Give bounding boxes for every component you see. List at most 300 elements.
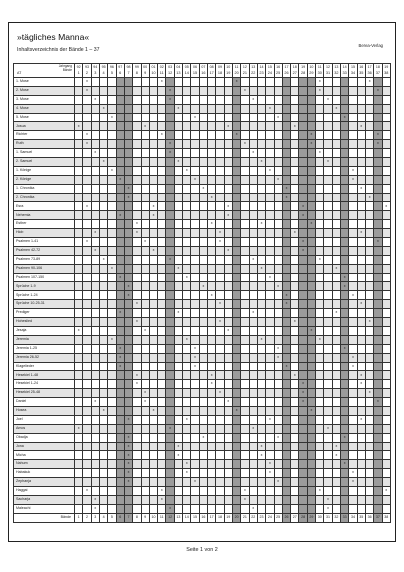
volume-cell bbox=[341, 86, 349, 95]
volume-mark: x bbox=[343, 283, 346, 288]
volume-cell bbox=[199, 371, 207, 380]
year-label: 99 bbox=[134, 65, 139, 70]
volume-cell bbox=[183, 424, 191, 433]
volume-mark: x bbox=[377, 132, 379, 137]
footer-volume-number: 10 bbox=[149, 513, 157, 522]
book-name: 1. Mose bbox=[14, 78, 75, 87]
volume-cell bbox=[316, 131, 324, 140]
volume-cell bbox=[299, 318, 307, 327]
volume-cell bbox=[357, 433, 365, 442]
volume-mark: x bbox=[252, 505, 255, 510]
volume-cell bbox=[224, 318, 232, 327]
volume-cell bbox=[274, 406, 282, 415]
volume-cell bbox=[249, 184, 257, 193]
book-name: Josua bbox=[14, 122, 75, 131]
volume-cell bbox=[133, 486, 141, 495]
volume-cell bbox=[266, 158, 274, 167]
volume-cell bbox=[374, 442, 382, 451]
volume-cell bbox=[149, 149, 157, 158]
footer-volume-number: 8 bbox=[133, 513, 141, 522]
volume-header bbox=[349, 64, 357, 78]
volume-cell bbox=[75, 398, 83, 407]
volume-cell bbox=[83, 460, 91, 469]
volume-cell bbox=[299, 486, 307, 495]
volume-mark: x bbox=[119, 363, 122, 368]
volume-cell bbox=[199, 451, 207, 460]
volume-cell bbox=[124, 166, 132, 175]
volume-cell bbox=[232, 371, 240, 380]
volume-cell bbox=[108, 246, 116, 255]
volume-cell bbox=[174, 282, 182, 291]
volume-cell bbox=[116, 113, 124, 122]
volume-cell bbox=[341, 300, 349, 309]
volume-mark: x bbox=[152, 248, 155, 253]
volume-cell bbox=[349, 424, 357, 433]
volume-cell bbox=[216, 318, 224, 327]
volume-cell bbox=[307, 282, 315, 291]
volume-cell bbox=[349, 486, 357, 495]
volume-cell bbox=[349, 158, 357, 167]
volume-cell bbox=[183, 122, 191, 131]
volume-cell bbox=[232, 255, 240, 264]
volume-cell bbox=[382, 220, 390, 229]
volume-cell bbox=[282, 113, 290, 122]
volume-cell bbox=[149, 166, 157, 175]
volume-number: 26 bbox=[284, 70, 289, 75]
volume-number: 11 bbox=[159, 70, 164, 75]
volume-cell bbox=[257, 415, 265, 424]
volume-cell bbox=[382, 175, 390, 184]
volume-mark: x bbox=[210, 194, 213, 199]
volume-cell bbox=[216, 122, 224, 131]
volume-cell bbox=[291, 95, 299, 104]
volume-cell bbox=[91, 122, 99, 131]
volume-cell bbox=[116, 469, 124, 478]
volume-cell bbox=[374, 335, 382, 344]
book-row bbox=[14, 469, 391, 478]
volume-cell bbox=[316, 362, 324, 371]
volume-cell bbox=[299, 140, 307, 149]
volume-cell bbox=[108, 495, 116, 504]
volume-cell bbox=[232, 300, 240, 309]
volume-cell bbox=[174, 193, 182, 202]
volume-cell bbox=[241, 380, 249, 389]
volume-cell bbox=[141, 300, 149, 309]
book-name: Psalmen 42-72 bbox=[14, 246, 75, 255]
volume-cell bbox=[357, 166, 365, 175]
volume-cell bbox=[166, 273, 174, 282]
volume-cell bbox=[307, 264, 315, 273]
volume-cell bbox=[282, 104, 290, 113]
volume-cell bbox=[208, 291, 216, 300]
volume-cell bbox=[83, 273, 91, 282]
volume-cell bbox=[349, 451, 357, 460]
volume-cell bbox=[133, 113, 141, 122]
volume-cell bbox=[365, 86, 373, 95]
volume-cell bbox=[91, 451, 99, 460]
volume-cell bbox=[266, 255, 274, 264]
page-footer: Seite 1 von 2 bbox=[186, 547, 218, 553]
volume-cell bbox=[133, 424, 141, 433]
volume-cell bbox=[232, 406, 240, 415]
volume-number: 10 bbox=[151, 70, 156, 75]
volume-cell bbox=[341, 104, 349, 113]
volume-cell bbox=[99, 282, 107, 291]
volume-cell bbox=[282, 433, 290, 442]
volume-cell bbox=[183, 469, 191, 478]
volume-cell bbox=[75, 255, 83, 264]
volume-cell bbox=[99, 202, 107, 211]
volume-cell bbox=[91, 158, 99, 167]
book-row bbox=[14, 344, 391, 353]
volume-cell bbox=[341, 273, 349, 282]
volume-cell bbox=[266, 78, 274, 87]
volume-cell bbox=[166, 389, 174, 398]
volume-cell bbox=[307, 389, 315, 398]
volume-cell bbox=[291, 362, 299, 371]
table-body bbox=[14, 78, 391, 523]
volume-mark: x bbox=[219, 239, 221, 244]
volume-cell bbox=[141, 309, 149, 318]
volume-cell bbox=[266, 122, 274, 131]
volume-cell bbox=[332, 246, 340, 255]
volume-cell bbox=[108, 229, 116, 238]
volume-mark: x bbox=[194, 114, 196, 119]
volume-mark: x bbox=[144, 399, 147, 404]
volume-mark: x bbox=[318, 336, 321, 341]
volume-cell bbox=[91, 469, 99, 478]
volume-cell bbox=[199, 460, 207, 469]
volume-cell bbox=[299, 415, 307, 424]
volume-cell bbox=[324, 122, 332, 131]
volume-header bbox=[158, 64, 166, 78]
volume-cell bbox=[282, 291, 290, 300]
volume-cell bbox=[307, 353, 315, 362]
volume-mark: x bbox=[244, 88, 246, 93]
volume-header bbox=[357, 64, 365, 78]
volume-cell bbox=[282, 158, 290, 167]
volume-cell bbox=[307, 166, 315, 175]
volume-mark: x bbox=[111, 336, 113, 341]
volume-cell bbox=[158, 255, 166, 264]
volume-cell bbox=[241, 460, 249, 469]
volume-header bbox=[224, 64, 232, 78]
volume-mark: x bbox=[77, 328, 80, 333]
volume-cell bbox=[232, 415, 240, 424]
volume-cell bbox=[374, 300, 382, 309]
volume-cell bbox=[349, 442, 357, 451]
footer-volume-number: 15 bbox=[191, 513, 199, 522]
volume-header bbox=[91, 64, 99, 78]
volume-cell bbox=[241, 406, 249, 415]
volume-cell bbox=[316, 220, 324, 229]
volume-cell bbox=[216, 229, 224, 238]
corner-volume-label: Bände bbox=[62, 68, 72, 72]
volume-cell bbox=[191, 255, 199, 264]
volume-mark: x bbox=[252, 150, 255, 155]
volume-cell bbox=[291, 415, 299, 424]
volume-cell bbox=[199, 229, 207, 238]
volume-cell bbox=[257, 318, 265, 327]
volume-cell bbox=[382, 486, 390, 495]
volume-cell bbox=[249, 380, 257, 389]
volume-cell bbox=[166, 344, 174, 353]
volume-cell bbox=[99, 78, 107, 87]
index-sheet bbox=[8, 22, 396, 542]
volume-cell bbox=[141, 389, 149, 398]
volume-cell bbox=[241, 104, 249, 113]
book-row bbox=[14, 113, 391, 122]
volume-cell bbox=[191, 353, 199, 362]
volume-cell bbox=[365, 78, 373, 87]
volume-cell bbox=[274, 264, 282, 273]
volume-cell bbox=[299, 264, 307, 273]
book-row bbox=[14, 424, 391, 433]
volume-mark: x bbox=[318, 256, 321, 261]
volume-cell bbox=[224, 335, 232, 344]
volume-cell bbox=[75, 193, 83, 202]
volume-mark: x bbox=[160, 488, 163, 493]
volume-cell bbox=[208, 264, 216, 273]
volume-mark: x bbox=[260, 221, 263, 226]
volume-cell bbox=[183, 158, 191, 167]
volume-cell bbox=[224, 504, 232, 513]
volume-cell bbox=[241, 184, 249, 193]
year-label: 93 bbox=[84, 65, 89, 70]
year-label: 97 bbox=[118, 65, 123, 70]
volume-cell bbox=[357, 291, 365, 300]
volume-cell bbox=[199, 273, 207, 282]
volume-cell bbox=[374, 140, 382, 149]
volume-cell bbox=[365, 353, 373, 362]
volume-cell bbox=[257, 353, 265, 362]
volume-cell bbox=[257, 158, 265, 167]
volume-cell bbox=[133, 398, 141, 407]
volume-cell bbox=[174, 495, 182, 504]
volume-cell bbox=[124, 344, 132, 353]
volume-cell bbox=[282, 184, 290, 193]
volume-cell bbox=[257, 113, 265, 122]
volume-cell bbox=[124, 273, 132, 282]
volume-cell bbox=[91, 495, 99, 504]
volume-cell bbox=[116, 229, 124, 238]
footer-volume-number: 22 bbox=[249, 513, 257, 522]
volume-cell bbox=[232, 424, 240, 433]
volume-cell bbox=[374, 211, 382, 220]
volume-cell bbox=[357, 113, 365, 122]
volume-cell bbox=[124, 175, 132, 184]
volume-cell bbox=[274, 478, 282, 487]
volume-cell bbox=[166, 326, 174, 335]
volume-cell bbox=[291, 318, 299, 327]
volume-cell bbox=[116, 451, 124, 460]
volume-cell bbox=[116, 202, 124, 211]
volume-cell bbox=[191, 95, 199, 104]
volume-mark: x bbox=[227, 399, 230, 404]
volume-cell bbox=[158, 175, 166, 184]
volume-cell bbox=[316, 140, 324, 149]
volume-cell bbox=[382, 309, 390, 318]
volume-cell bbox=[241, 246, 249, 255]
volume-cell bbox=[307, 318, 315, 327]
volume-cell bbox=[141, 451, 149, 460]
volume-cell bbox=[382, 300, 390, 309]
volume-cell bbox=[257, 469, 265, 478]
volume-cell bbox=[174, 175, 182, 184]
volume-mark: x bbox=[360, 230, 363, 235]
volume-cell bbox=[208, 113, 216, 122]
volume-cell bbox=[149, 460, 157, 469]
volume-cell bbox=[249, 415, 257, 424]
volume-cell bbox=[133, 246, 141, 255]
volume-cell bbox=[382, 424, 390, 433]
volume-cell bbox=[199, 415, 207, 424]
volume-cell bbox=[332, 78, 340, 87]
volume-cell bbox=[216, 335, 224, 344]
volume-cell bbox=[232, 309, 240, 318]
volume-cell bbox=[274, 273, 282, 282]
volume-number: 21 bbox=[242, 70, 248, 75]
volume-mark: x bbox=[185, 461, 188, 466]
volume-cell bbox=[83, 158, 91, 167]
volume-cell bbox=[124, 246, 132, 255]
volume-cell bbox=[282, 451, 290, 460]
volume-cell bbox=[349, 398, 357, 407]
volume-mark: x bbox=[219, 301, 221, 306]
volume-cell bbox=[133, 238, 141, 247]
volume-cell bbox=[99, 433, 107, 442]
volume-cell bbox=[307, 309, 315, 318]
year-label: 00 bbox=[143, 65, 148, 70]
volume-cell bbox=[158, 211, 166, 220]
volume-cell bbox=[266, 264, 274, 273]
volume-cell bbox=[75, 415, 83, 424]
volume-cell bbox=[291, 380, 299, 389]
volume-cell bbox=[257, 220, 265, 229]
volume-cell bbox=[365, 166, 373, 175]
volume-cell bbox=[224, 193, 232, 202]
volume-cell bbox=[166, 184, 174, 193]
volume-cell bbox=[341, 442, 349, 451]
volume-cell bbox=[374, 246, 382, 255]
volume-cell bbox=[75, 433, 83, 442]
volume-cell bbox=[349, 95, 357, 104]
volume-cell bbox=[316, 353, 324, 362]
volume-mark: x bbox=[144, 123, 147, 128]
volume-cell bbox=[91, 353, 99, 362]
volume-cell bbox=[299, 362, 307, 371]
volume-cell bbox=[83, 131, 91, 140]
volume-cell bbox=[365, 442, 373, 451]
volume-cell bbox=[266, 273, 274, 282]
volume-cell bbox=[291, 193, 299, 202]
volume-mark: x bbox=[86, 488, 88, 493]
volume-cell bbox=[199, 246, 207, 255]
book-row bbox=[14, 326, 391, 335]
volume-cell bbox=[83, 380, 91, 389]
volume-cell bbox=[83, 202, 91, 211]
book-name: Hiob bbox=[14, 229, 75, 238]
volume-mark: x bbox=[127, 452, 130, 457]
volume-cell bbox=[149, 104, 157, 113]
volume-cell bbox=[341, 184, 349, 193]
volume-cell bbox=[124, 211, 132, 220]
volume-cell bbox=[116, 362, 124, 371]
volume-header bbox=[75, 64, 83, 78]
volume-number: 16 bbox=[201, 70, 206, 75]
volume-cell bbox=[332, 211, 340, 220]
volume-cell bbox=[291, 255, 299, 264]
volume-cell bbox=[299, 104, 307, 113]
volume-cell bbox=[149, 78, 157, 87]
volume-cell bbox=[183, 291, 191, 300]
volume-cell bbox=[124, 193, 132, 202]
volume-cell bbox=[232, 220, 240, 229]
volume-cell bbox=[216, 131, 224, 140]
volume-mark: x bbox=[127, 416, 130, 421]
volume-cell bbox=[116, 335, 124, 344]
volume-cell bbox=[291, 131, 299, 140]
volume-cell bbox=[191, 442, 199, 451]
volume-cell bbox=[108, 326, 116, 335]
volume-cell bbox=[108, 86, 116, 95]
volume-cell bbox=[133, 495, 141, 504]
volume-cell bbox=[108, 140, 116, 149]
volume-number: 34 bbox=[350, 70, 356, 75]
volume-cell bbox=[75, 140, 83, 149]
volume-cell bbox=[382, 495, 390, 504]
volume-cell bbox=[249, 318, 257, 327]
volume-cell bbox=[382, 469, 390, 478]
volume-cell bbox=[274, 166, 282, 175]
volume-mark: x bbox=[160, 79, 163, 84]
volume-cell bbox=[191, 140, 199, 149]
volume-cell bbox=[158, 202, 166, 211]
volume-cell bbox=[349, 264, 357, 273]
volume-cell bbox=[208, 202, 216, 211]
volume-cell bbox=[374, 291, 382, 300]
volume-cell bbox=[224, 478, 232, 487]
volume-mark: x bbox=[169, 150, 171, 155]
volume-cell bbox=[183, 193, 191, 202]
volume-cell bbox=[141, 175, 149, 184]
volume-cell bbox=[332, 486, 340, 495]
volume-header bbox=[282, 64, 290, 78]
volume-cell bbox=[249, 300, 257, 309]
volume-cell bbox=[191, 460, 199, 469]
volume-cell bbox=[141, 184, 149, 193]
volume-cell bbox=[249, 86, 257, 95]
volume-mark: x bbox=[77, 123, 80, 128]
volume-number: 30 bbox=[317, 70, 322, 75]
volume-cell bbox=[208, 78, 216, 87]
volume-cell bbox=[282, 495, 290, 504]
volume-cell bbox=[299, 166, 307, 175]
volume-cell bbox=[83, 193, 91, 202]
volume-cell bbox=[83, 309, 91, 318]
volume-mark: x bbox=[302, 212, 304, 217]
volume-cell bbox=[83, 78, 91, 87]
volume-cell bbox=[282, 389, 290, 398]
volume-cell bbox=[324, 344, 332, 353]
volume-cell bbox=[316, 255, 324, 264]
volume-mark: x bbox=[119, 354, 122, 359]
volume-cell bbox=[99, 398, 107, 407]
volume-cell bbox=[166, 486, 174, 495]
volume-cell bbox=[274, 78, 282, 87]
volume-cell bbox=[316, 469, 324, 478]
volume-cell bbox=[365, 149, 373, 158]
